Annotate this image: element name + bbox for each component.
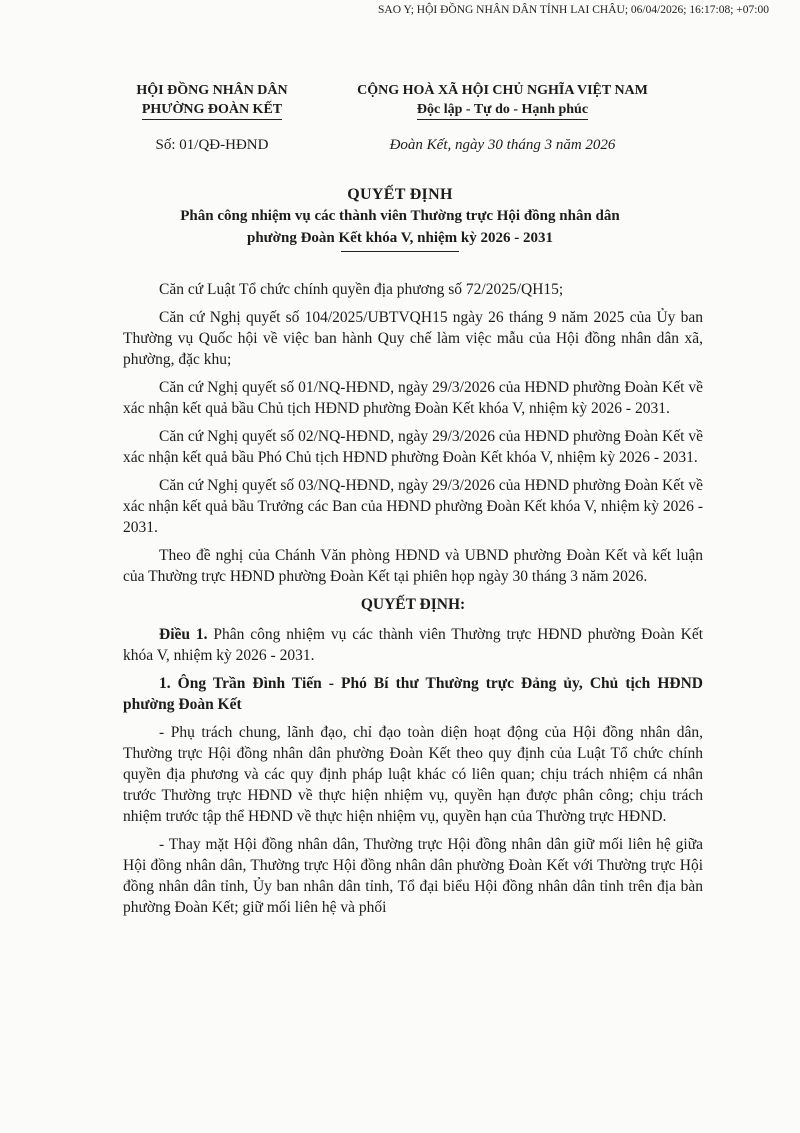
title-sub-2: phường Đoàn Kết khóa V, nhiệm kỳ 2026 - 2031	[247, 230, 553, 246]
agency-line-2: PHƯỜNG ĐOÀN KẾT	[142, 100, 282, 120]
document-body	[123, 279, 703, 925]
agency-line-1: HỘI ĐỒNG NHÂN DÂN	[136, 83, 288, 98]
preamble-item: Theo đề nghị của Chánh Văn phòng HĐND và UBND phường Đoàn Kết và kết luận của Thường trực HĐND phường Đoàn Kết tại phiên họp ngày 30 tháng 3 năm 2026.	[123, 547, 703, 585]
preamble-item: Căn cứ Luật Tổ chức chính quyền địa phương số 72/2025/QH15;	[159, 281, 564, 298]
duty-item: - Phụ trách chung, lãnh đạo, chỉ đạo toàn diện hoạt động của Hội đồng nhân dân, Thường trực Hội đồng nhân dân phường Đoàn Kết theo quy định của Luật Tổ chức chính quyền địa phương và các quy định pháp luật khác có liên quan; chịu trách nhiệm cá nhân trước Thường trực HĐND về thực hiện nhiệm vụ, quyền hạn được phân công; chịu trách nhiệm trước tập thể HĐND về thực hiện nhiệm vụ, quyền hạn của Thường trực HĐND.	[123, 724, 703, 825]
motto: Độc lập - Tự do - Hạnh phúc	[417, 100, 588, 120]
document-number: Số: 01/QĐ-HĐND	[155, 137, 269, 153]
article-1	[123, 624, 703, 666]
title-sub-1: Phân công nhiệm vụ các thành viên Thường trực Hội đồng nhân dân	[180, 208, 620, 224]
article-1-label: Điều 1.	[159, 626, 208, 643]
issuing-agency	[112, 81, 312, 120]
preamble-item: Căn cứ Nghị quyết số 01/NQ-HĐND, ngày 29/3/2026 của HĐND phường Đoàn Kết về xác nhận kết quả bầu Chủ tịch HĐND phường Đoàn Kết khóa V, nhiệm kỳ 2026 - 2031.	[123, 379, 703, 417]
preamble-item: Căn cứ Nghị quyết số 03/NQ-HĐND, ngày 29/3/2026 của HĐND phường Đoàn Kết về xác nhận kết quả bầu Trưởng các Ban của HĐND phường Đoàn Kết khóa V, nhiệm kỳ 2026 - 2031.	[123, 477, 703, 536]
country-name: CỘNG HOÀ XÃ HỘI CHỦ NGHĨA VIỆT NAM	[357, 83, 648, 98]
title-main: QUYẾT ĐỊNH	[347, 186, 453, 203]
preamble-item: Căn cứ Nghị quyết số 02/NQ-HĐND, ngày 29/3/2026 của HĐND phường Đoàn Kết về xác nhận kết quả bầu Phó Chủ tịch HĐND phường Đoàn Kết khóa V, nhiệm kỳ 2026 - 2031.	[123, 428, 703, 466]
national-title	[330, 81, 675, 120]
duty-item: - Thay mặt Hội đồng nhân dân, Thường trực Hội đồng nhân dân giữ mối liên hệ giữa Hội đồng nhân dân, Thường trực Hội đồng nhân dân phường Đoàn Kết với Thường trực Hội đồng nhân dân tỉnh, Ủy ban nhân dân tỉnh, Tổ đại biểu Hội đồng nhân dân tỉnh trên địa bàn phường Đoàn Kết; giữ mối liên hệ và phối	[123, 836, 703, 916]
document-title	[100, 185, 700, 252]
decision-heading: QUYẾT ĐỊNH:	[360, 596, 466, 613]
member-1-heading: 1. Ông Trần Đình Tiến - Phó Bí thư Thường trực Đảng ủy, Chủ tịch HĐND phường Đoàn Kết	[123, 675, 703, 713]
preamble-item: Căn cứ Nghị quyết số 104/2025/UBTVQH15 ngày 26 tháng 9 năm 2025 của Ủy ban Thường vụ Quốc hội về việc ban hành Quy chế làm việc mẫu của Hội đồng nhân dân xã, phường, đặc khu;	[123, 309, 703, 368]
title-underline	[341, 251, 459, 252]
place-date: Đoàn Kết, ngày 30 tháng 3 năm 2026	[389, 137, 616, 153]
article-1-text: Phân công nhiệm vụ các thành viên Thường trực HĐND phường Đoàn Kết khóa V, nhiệm kỳ 2026 - 2031.	[123, 626, 704, 664]
copy-stamp: SAO Y; HỘI ĐỒNG NHÂN DÂN TỈNH LAI CHÂU; 06/04/2026; 16:17:08; +07:00	[378, 4, 769, 16]
